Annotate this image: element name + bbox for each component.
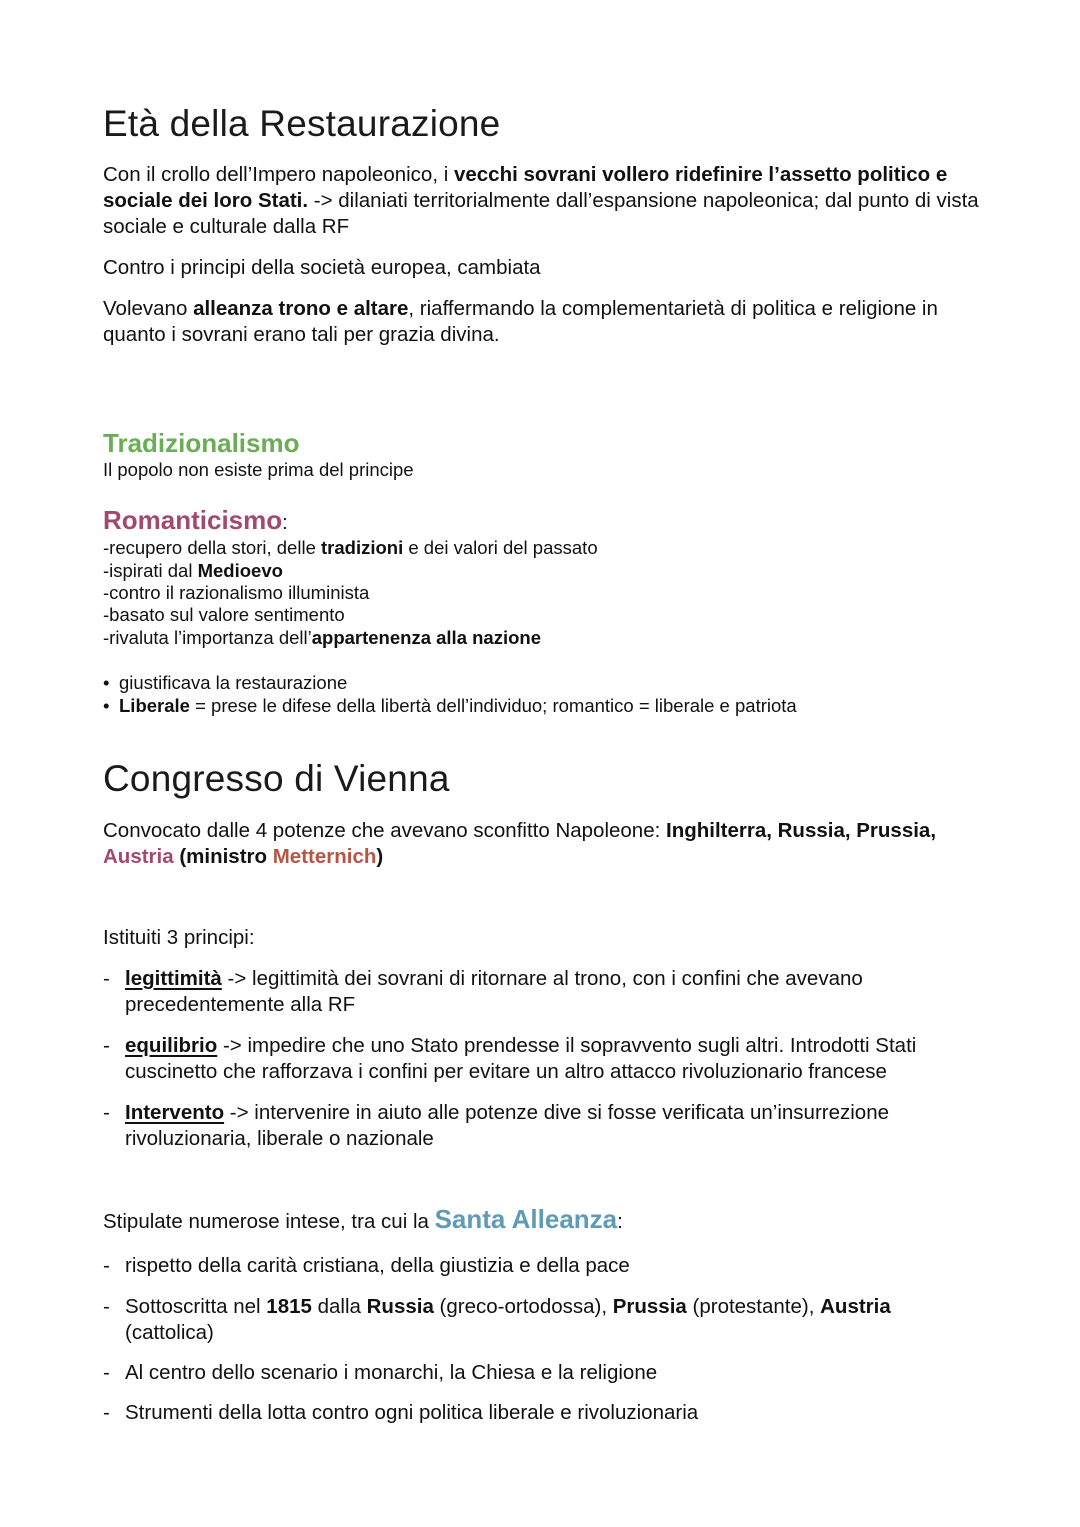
paragraph-volevano: Volevano alleanza trono e altare, riaffermando la complementarietà di politica e religione in quanto i sovrani erano tali per grazia divina.: [103, 297, 938, 346]
alleanza-item-1: - rispetto della carità cristiana, della giustizia e della pace: [103, 1254, 630, 1277]
heading-tradizionalismo: Tradizionalismo: [103, 428, 300, 458]
principle-legittimita: - legittimità -> legittimità dei sovrani di ritornare al trono, con i confini che avevano precedentemente alla RF: [103, 967, 863, 1016]
alleanza-item-4: - Strumenti della lotta contro ogni politica liberale e rivoluzionaria: [103, 1401, 699, 1424]
section-title-restaurazione: Età della Restaurazione: [103, 103, 501, 144]
bullet-item-restaurazione: • giustificava la restaurazione: [103, 672, 348, 693]
section-title-congresso: Congresso di Vienna: [103, 758, 450, 799]
paragraph-contro: Contro i principi della società europea, cambiata: [103, 256, 541, 279]
paragraph-crollo: Con il crollo dell’Impero napoleonico, i vecchi sovrani vollero ridefinire l’assetto politico e sociale dei loro Stati. -> dilaniati territorialmente dall’espansione napoleonica; dal punto di vista sociale e culturale dalla RF: [103, 163, 979, 238]
dash-icon: -: [103, 1295, 110, 1318]
dash-icon: -: [103, 1254, 110, 1277]
paragraph-convocato: Convocato dalle 4 potenze che avevano sconfitto Napoleone: Inghilterra, Russia, Prussia, Austria (ministro Metternich): [103, 819, 937, 868]
romanticismo-item-5: -rivaluta l’importanza dell’appartenenza alla nazione: [103, 627, 541, 648]
bullet-item-liberale: • Liberale = prese le difese della libertà dell’individuo; romantico = liberale e patriota: [103, 695, 797, 716]
heading-romanticismo: Romanticismo:: [103, 505, 288, 535]
romanticismo-item-3: -contro il razionalismo illuminista: [103, 582, 370, 603]
alleanza-item-2: - Sottoscritta nel 1815 dalla Russia (greco-ortodossa), Prussia (protestante), Austria (cattolica): [103, 1295, 891, 1344]
paragraph-santa-alleanza: Stipulate numerose intese, tra cui la Santa Alleanza:: [103, 1204, 623, 1234]
dash-icon: -: [103, 1401, 110, 1424]
principle-equilibrio: - equilibrio -> impedire che uno Stato prendesse il sopravvento sugli altri. Introdotti Stati cuscinetto che rafforzava i confini per evitare un altro attacco rivoluzionario francese: [103, 1034, 917, 1083]
dash-icon: -: [103, 1101, 110, 1124]
romanticismo-item-1: -recupero della stori, delle tradizioni e dei valori del passato: [103, 537, 598, 558]
bullet-icon: •: [103, 695, 110, 716]
romanticismo-item-4: -basato sul valore sentimento: [103, 604, 345, 625]
text-tradizionalismo: Il popolo non esiste prima del principe: [103, 459, 414, 480]
dash-icon: -: [103, 1034, 110, 1057]
paragraph-principi: Istituiti 3 principi:: [103, 926, 255, 949]
dash-icon: -: [103, 1361, 110, 1384]
dash-icon: -: [103, 967, 110, 990]
principle-intervento: - Intervento -> intervenire in aiuto alle potenze dive si fosse verificata un’insurrezione rivoluzionaria, liberale o nazionale: [103, 1101, 890, 1150]
alleanza-item-3: - Al centro dello scenario i monarchi, la Chiesa e la religione: [103, 1361, 658, 1384]
bullet-icon: •: [103, 672, 110, 693]
romanticismo-item-2: -ispirati dal Medioevo: [103, 560, 283, 581]
